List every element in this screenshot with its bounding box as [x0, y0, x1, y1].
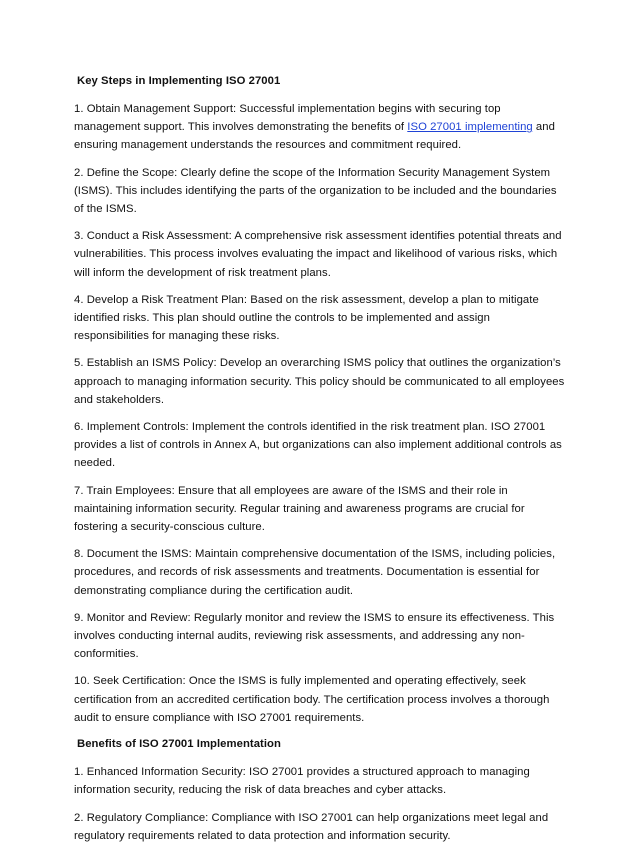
- step-2-paragraph: 2. Define the Scope: Clearly define the scope of the Information Security Management System (ISMS). This includes identifying the parts of the organization to be included and the boundaries of the ISMS.: [74, 166, 557, 216]
- step-9-paragraph: 9. Monitor and Review: Regularly monitor and review the ISMS to ensure its effectiveness. This involves conducting internal audits, reviewing risk assessments, and addressing any non-conformities.: [74, 611, 555, 661]
- step-5-paragraph: 5. Establish an ISMS Policy: Develop an overarching ISMS policy that outlines the organization’s approach to managing information security. This policy should be communicated to all employees and stakeholders.: [74, 357, 565, 406]
- step-1-paragraph: [74, 100, 568, 155]
- benefit-1-paragraph: 1. Enhanced Information Security: ISO 27001 provides a structured approach to managing information security, reducing the risk of data breaches and cyber attacks.: [74, 766, 530, 797]
- benefit-2-paragraph: 2. Regulatory Compliance: Compliance with ISO 27001 can help organizations meet legal and regulatory requirements related to data protection and information security.: [74, 811, 549, 842]
- section-heading-key-steps: Key Steps in Implementing ISO 27001: [77, 75, 281, 87]
- step-8-paragraph: 8. Document the ISMS: Maintain comprehensive documentation of the ISMS, including policies, procedures, and records of risk assessments and treatments. Documentation is essential for demonstrating compliance during the certification audit.: [74, 548, 556, 597]
- step-6-paragraph: 6. Implement Controls: Implement the controls identified in the risk treatment plan. ISO 27001 provides a list of controls in Annex A, but organizations can also implement additional controls as needed.: [74, 421, 562, 470]
- step-7-paragraph: 7. Train Employees: Ensure that all employees are aware of the ISMS and their role in maintaining information security. Regular training and awareness programs are crucial for fostering a security-conscious culture.: [74, 484, 525, 534]
- step-4-paragraph: 4. Develop a Risk Treatment Plan: Based on the risk assessment, develop a plan to mitigate identified risks. This plan should outline the controls to be implemented and assign responsibilities for managing these risks.: [74, 293, 539, 343]
- section-heading-benefits: Benefits of ISO 27001 Implementation: [77, 738, 281, 751]
- step-3-paragraph: 3. Conduct a Risk Assessment: A comprehensive risk assessment identifies potential threats and vulnerabilities. This process involves evaluating the impact and likelihood of various risks, which will inform the development of risk treatment plans.: [74, 230, 562, 279]
- document-page: [74, 73, 568, 854]
- step-1-text-end: and ensuring management understands the resources and commitment required.: [74, 121, 555, 152]
- step-1-text: 1. Obtain Management Support: Successful implementation begins with securing top management support. This involves demonstrating the benefits of: [74, 103, 501, 134]
- iso-27001-implementing-link[interactable]: ISO 27001 implementing: [407, 121, 533, 134]
- step-10-paragraph: 10. Seek Certification: Once the ISMS is fully implemented and operating effectively, seek certification from an accredited certification body. The certification process involves a thorough audit to ensure compliance with ISO 27001 requirements.: [74, 675, 550, 724]
